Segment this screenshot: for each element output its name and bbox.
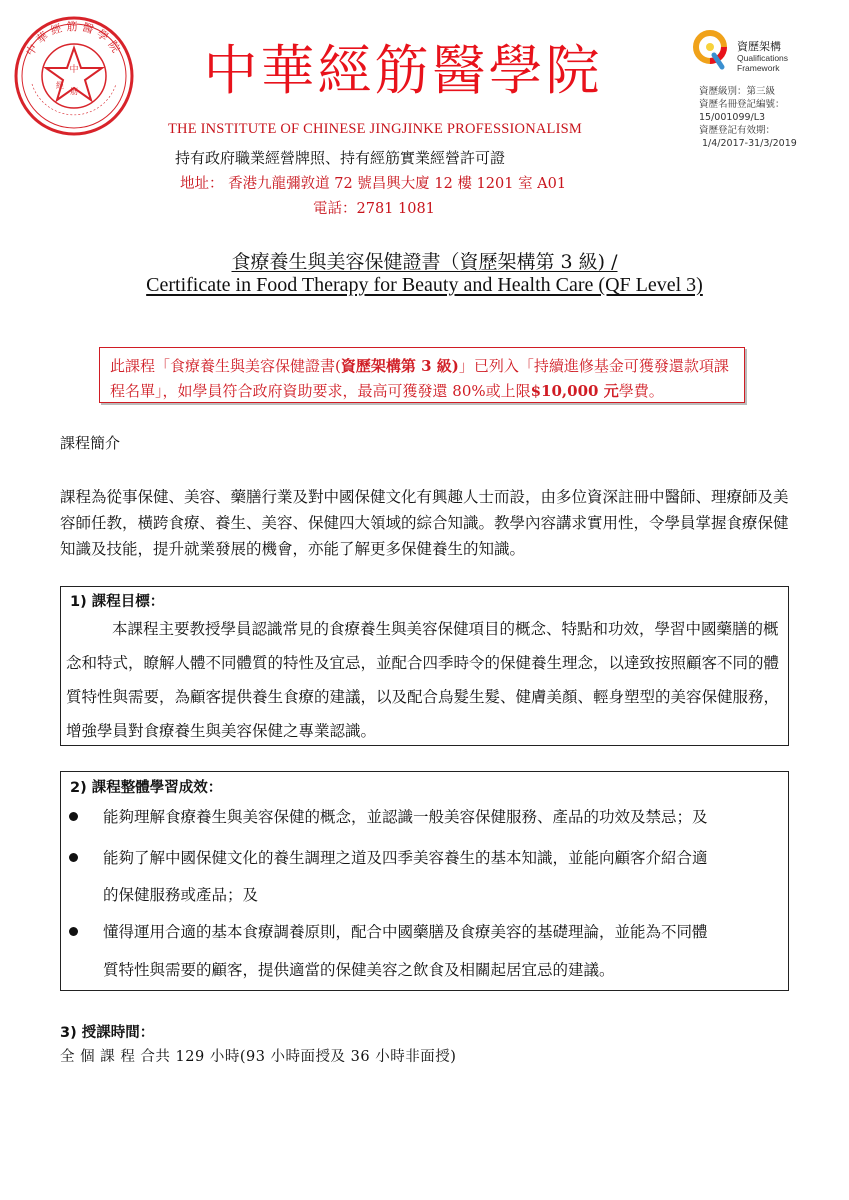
objectives-heading: 1) 課程目標： (70, 594, 165, 610)
qf-validity: 1/4/2017-31/3/2019 (702, 138, 797, 149)
qualifications-framework-logo-icon (692, 27, 732, 75)
qf-validity-label: 資歷登記有效期： (699, 125, 776, 136)
teaching-time-body: 全 個 課 程 合共 129 小時(93 小時面授及 36 小時非面授) (60, 1049, 457, 1065)
qf-name-cn: 資歷架構 (737, 40, 781, 53)
address: 地址： 香港九龍彌敦道 72 號昌興大廈 12 樓 1201 室 A01 (180, 176, 567, 192)
qf-regno: 15/001099/L3 (699, 112, 766, 123)
notice-bold-2: $10,000 元 (530, 382, 619, 400)
qf-regno-label: 資歷名冊登記編號： (699, 99, 785, 110)
bullet-icon (69, 812, 78, 821)
notice-bold-1: 資歷架構第 3 級) (340, 357, 459, 375)
outcomes-heading: 2) 課程整體學習成效： (70, 780, 223, 796)
certificate-title-en: Certificate in Food Therapy for Beauty and Health Care (QF Level 3) (146, 274, 703, 296)
intro-heading: 課程簡介 (60, 434, 121, 452)
qf-level: 資歷級別：第三級 (699, 86, 776, 97)
license-statement: 持有政府職業經營牌照、持有經筋實業經營許可證 (175, 149, 506, 167)
institute-name-cn: 中華經筋醫學院 (203, 39, 603, 102)
outcome-item-3-line2: 質特性與需要的顧客，提供適當的保健美容之飲食及相關起居宜忌的建議。 (103, 961, 615, 979)
bullet-icon (69, 853, 78, 862)
notice-text-3: 學費。 (618, 382, 664, 400)
seal-char-right: 筋 (70, 87, 78, 96)
qf-name-en-line2: Framework (737, 63, 780, 73)
institute-name-en: THE INSTITUTE OF CHINESE JINGJINKE PROFESSIONALISM (168, 121, 582, 137)
outcome-item-1: 能夠理解食療養生與美容保健的概念，並認識一般美容保健服務、產品的功效及禁忌；及 (103, 808, 708, 826)
seal-char-left: 經 (56, 81, 64, 90)
notice-text-2: 」已列入「持續進修基金可獲發還款項課程名單」，如學員符合政府資助要求，最高可獲發還 80%或上限 (110, 357, 729, 400)
seal-char-top: 中 (69, 65, 79, 75)
certificate-title-cn: 食療養生與美容保健證書（資歷架構第 3 級) / (231, 251, 618, 273)
outcome-item-2-line1: 能夠了解中國保健文化的養生調理之道及四季美容養生的基本知識，並能向顧客介紹合適 (103, 849, 708, 867)
phone: 電話：2781 1081 (313, 201, 435, 217)
institute-seal (12, 14, 136, 138)
funding-notice (99, 347, 745, 403)
qf-name-en-line1: Qualifications (737, 53, 789, 63)
teaching-time-heading: 3) 授課時間： (60, 1025, 155, 1041)
outcome-item-2-line2: 的保健服務或產品；及 (103, 886, 259, 904)
bullet-icon (69, 927, 78, 936)
svg-text:中華經筋醫學院 (22, 19, 125, 58)
outcome-item-3-line1: 懂得運用合適的基本食療調養原則，配合中國藥膳及食療美容的基礎理論，並能為不同體 (103, 923, 708, 941)
objectives-body: 本課程主要教授學員認識常見的食療養生與美容保健項目的概念、特點和功效，學習中國藥膳的概念和特式，瞭解人體不同體質的特性及宜忌，並配合四季時令的保健養生理念，以達致按照顧客不同的體質特性與需要，為顧客提供養生食療的建議，以及配合烏髮生髮、健膚美顏、輕身塑型的美容保健服務，增強學員對食療養生與美容保健之專業認識。 (66, 620, 780, 740)
seal-arc-text: 中華經筋醫學院 (23, 19, 125, 59)
intro-body: 課程為從事保健、美容、藥膳行業及對中國保健文化有興趣人士而設，由多位資深註冊中醫師、理療師及美容師任教，橫跨食療、養生、美容、保健四大領域的綜合知識。教學內容講求實用性，令學員掌握食療保健知識及技能，提升就業發展的機會，亦能了解更多保健養生的知識。 (60, 488, 789, 558)
notice-text-1: 此課程「食療養生與美容保健證書( (110, 357, 341, 375)
